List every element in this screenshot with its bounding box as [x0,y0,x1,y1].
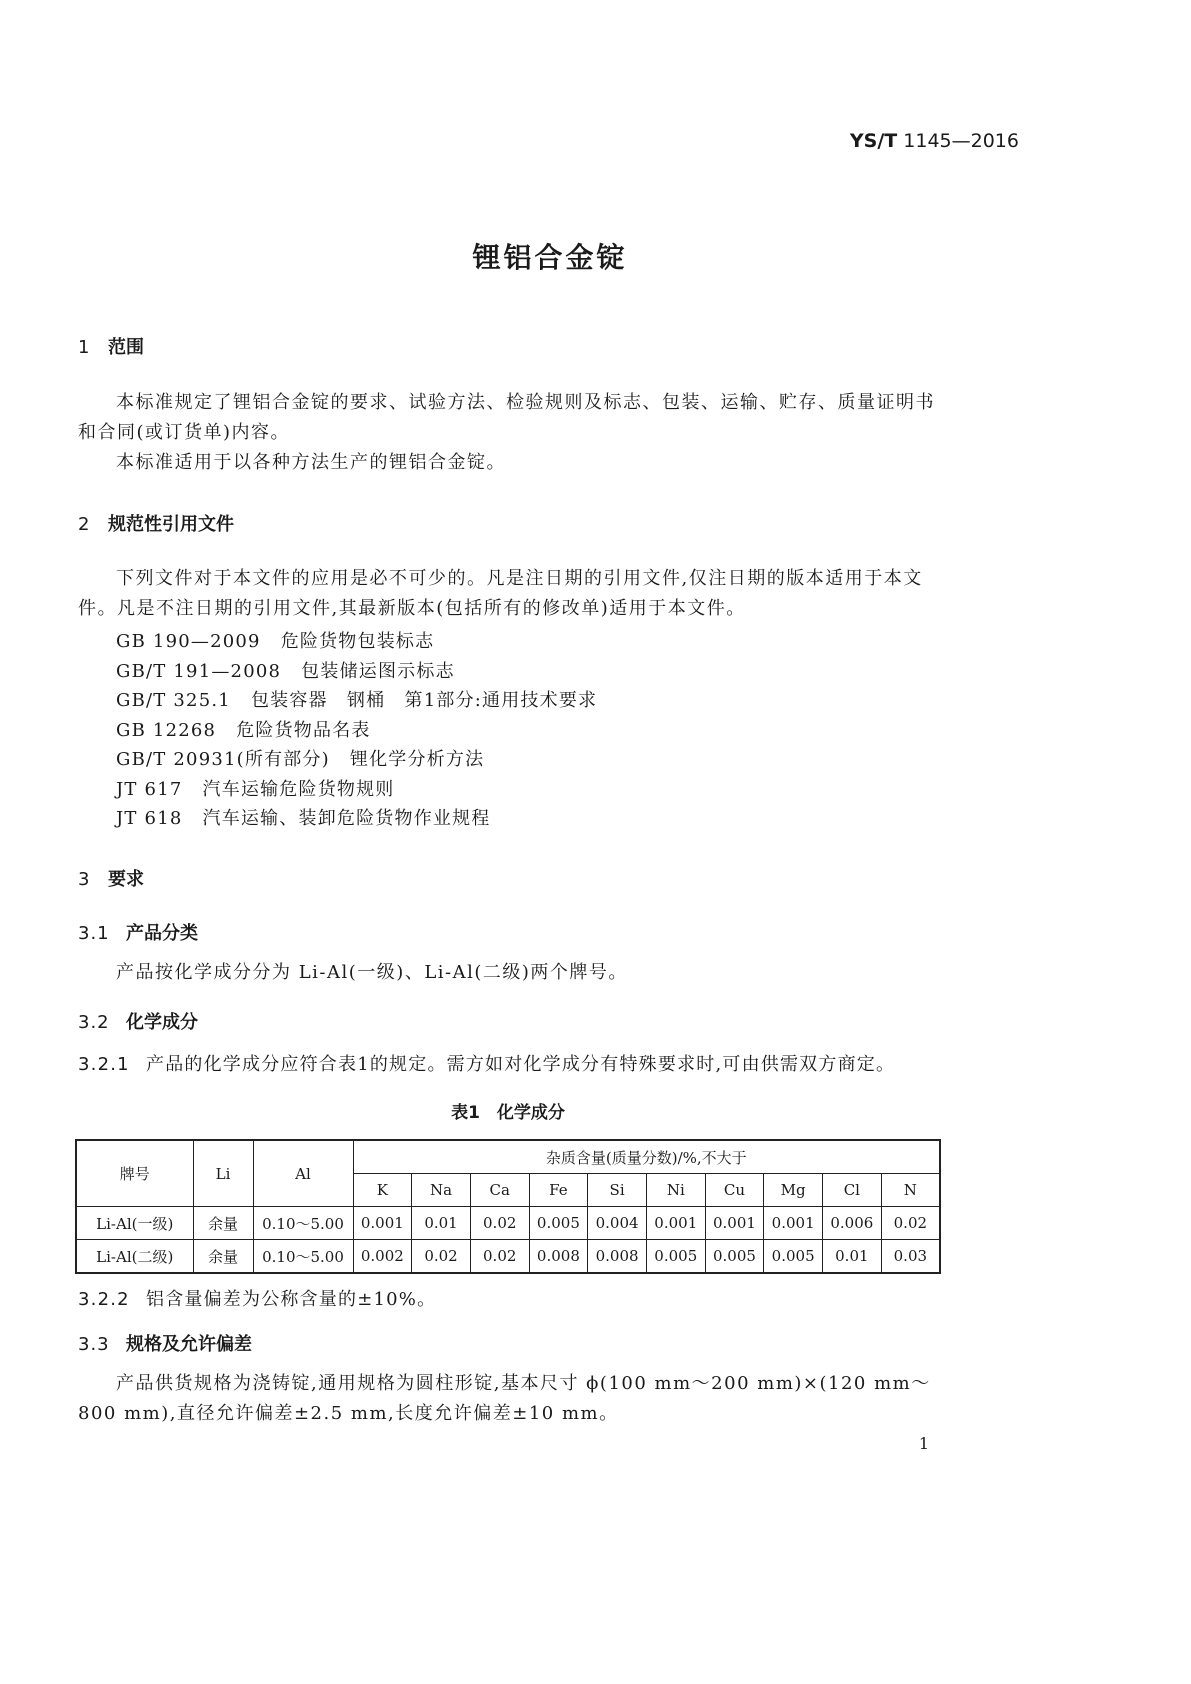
cell-value: 0.004 [588,1207,647,1240]
page-number: 1 [918,1434,929,1453]
ref-item: GB/T 325.1 包装容器 钢桶 第1部分:通用技术要求 [116,690,598,711]
col-header-grade: 牌号 [76,1140,193,1207]
cell-grade: Li-Al(一级) [76,1207,193,1240]
cell-value: 0.01 [823,1240,882,1274]
chemical-composition-table [75,1139,941,1274]
ref-item: GB/T 191—2008 包装储运图示标志 [116,661,455,682]
col-header-li: Li [193,1140,253,1207]
section-1-para-2: 本标准适用于以各种方法生产的锂铝合金锭。 [116,452,506,473]
section-3-2-heading: 3.2 化学成分 [78,1012,198,1033]
col-header-ca: Ca [470,1174,529,1207]
table-row [76,1240,940,1274]
table-header-row [76,1140,940,1174]
section-3-3-heading: 3.3 规格及允许偏差 [78,1334,252,1355]
col-header-cl: Cl [823,1174,882,1207]
col-header-impurities: 杂质含量(质量分数)/%,不大于 [353,1140,940,1174]
ref-item: GB 12268 危险货物品名表 [116,720,371,741]
cell-value: 0.001 [646,1207,705,1240]
cell-value: 0.02 [470,1240,529,1274]
cell-al: 0.10～5.00 [253,1207,353,1240]
ref-item: JT 618 汽车运输、装卸危险货物作业规程 [116,808,491,829]
cell-value: 0.005 [705,1240,764,1274]
cell-value: 0.001 [353,1207,412,1240]
cell-li: 余量 [193,1207,253,1240]
standard-code: YS/T 1145—2016 [849,130,1019,152]
cell-value: 0.002 [353,1240,412,1274]
document-title: 锂铝合金锭 [472,241,628,274]
section-3-heading: 3 要求 [78,869,144,890]
cell-value: 0.005 [646,1240,705,1274]
col-header-cu: Cu [705,1174,764,1207]
cell-value: 0.02 [881,1207,940,1240]
col-header-al: Al [253,1140,353,1207]
cell-al: 0.10～5.00 [253,1240,353,1274]
cell-value: 0.03 [881,1240,940,1274]
cell-value: 0.008 [529,1240,588,1274]
section-1-para-1: 本标准规定了锂铝合金锭的要求、试验方法、检验规则及标志、包装、运输、贮存、质量证明书和合同(或订货单)内容。 [78,392,935,443]
ref-item: JT 617 汽车运输危险货物规则 [116,779,395,800]
cell-value: 0.02 [412,1240,471,1274]
cell-value: 0.008 [588,1240,647,1274]
cell-value: 0.006 [823,1207,882,1240]
cell-value: 0.001 [705,1207,764,1240]
cell-value: 0.005 [764,1240,823,1274]
cell-value: 0.01 [412,1207,471,1240]
col-header-mg: Mg [764,1174,823,1207]
cell-grade: Li-Al(二级) [76,1240,193,1274]
col-header-na: Na [412,1174,471,1207]
clause-3-2-1: 3.2.1 产品的化学成分应符合表1的规定。需方如对化学成分有特殊要求时,可由供需双方商定。 [78,1054,896,1075]
col-header-k: K [353,1174,412,1207]
section-2-intro: 下列文件对于本文件的应用是必不可少的。凡是注日期的引用文件,仅注日期的版本适用于本文件。凡是不注日期的引用文件,其最新版本(包括所有的修改单)适用于本文件。 [78,568,923,619]
table-row [76,1207,940,1240]
clause-3-2-2: 3.2.2 铝含量偏差为公称含量的±10%。 [78,1289,437,1310]
col-header-fe: Fe [529,1174,588,1207]
cell-li: 余量 [193,1240,253,1274]
table-caption: 表1 化学成分 [451,1103,565,1123]
ref-item: GB 190—2009 危险货物包装标志 [116,631,435,652]
section-2-heading: 2 规范性引用文件 [78,514,234,535]
section-3-1-heading: 3.1 产品分类 [78,923,198,944]
ref-item: GB/T 20931(所有部分) 锂化学分析方法 [116,749,485,770]
cell-value: 0.005 [529,1207,588,1240]
section-3-1-text: 产品按化学成分分为 Li-Al(一级)、Li-Al(二级)两个牌号。 [116,962,628,983]
col-header-si: Si [588,1174,647,1207]
cell-value: 0.02 [470,1207,529,1240]
col-header-ni: Ni [646,1174,705,1207]
section-3-3-text: 产品供货规格为浇铸锭,通用规格为圆柱形锭,基本尺寸 ϕ(100 mm～200 mm)×(120 mm～800 mm),直径允许偏差±2.5 mm,长度允许偏差±10 mm。 [78,1373,931,1424]
cell-value: 0.001 [764,1207,823,1240]
col-header-n: N [881,1174,940,1207]
section-1-heading: 1 范围 [78,337,144,358]
